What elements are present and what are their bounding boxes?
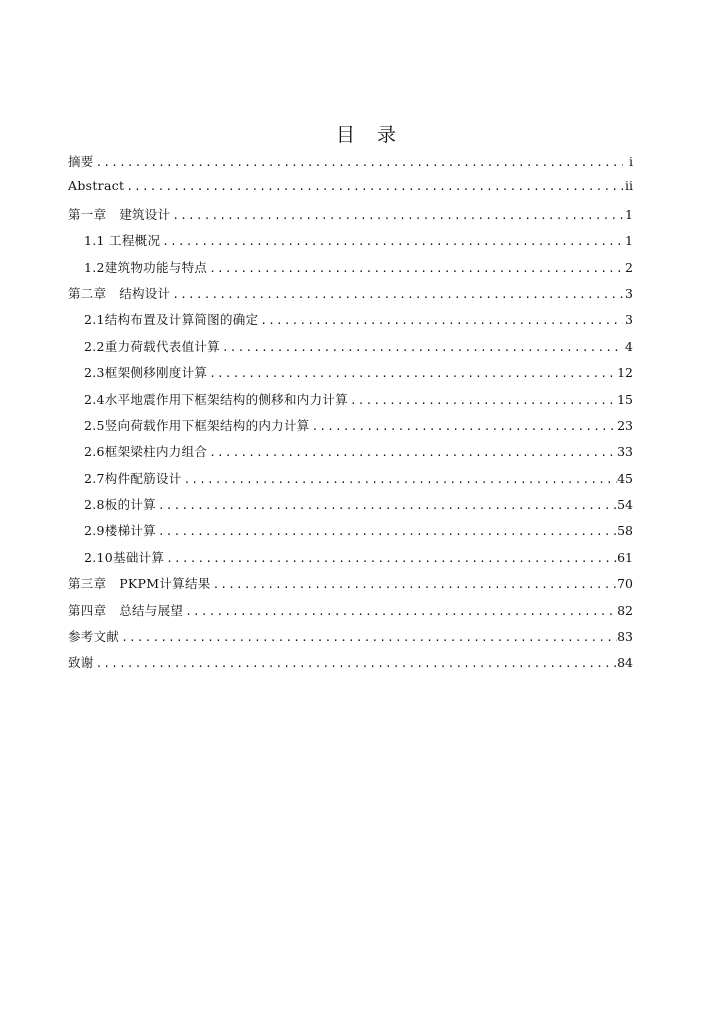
toc-dot-leader (207, 367, 617, 380)
toc-entry-label: 2.7构件配筋设计 (84, 470, 182, 486)
toc-entry-acknowledgements[interactable] (68, 653, 633, 679)
toc-dot-leader (170, 288, 623, 301)
toc-entry-label: 第二章 结构设计 (68, 285, 171, 301)
toc-entry-label: 2.1结构布置及计算简图的确定 (84, 312, 259, 328)
toc-entry-page: 1 (625, 233, 633, 249)
toc-dot-leader (207, 262, 623, 275)
toc-entry-section-2-7[interactable] (68, 469, 633, 495)
toc-entry-page: 3 (625, 285, 633, 301)
toc-dot-leader (164, 552, 617, 565)
toc-entry-label: 2.6框架梁柱内力组合 (84, 444, 208, 460)
toc-entry-page: 12 (617, 365, 633, 381)
toc-entry-page: 61 (617, 549, 633, 565)
toc-entry-label: 摘要 (68, 154, 94, 169)
toc-dot-leader (119, 631, 617, 644)
toc-entry-section-2-1[interactable] (68, 310, 633, 336)
toc-entry-label: Abstract (68, 178, 125, 194)
toc-entry-section-2-5[interactable] (68, 416, 633, 442)
toc-entry-label: 参考文献 (68, 629, 120, 645)
toc-entry-label: 1.1 工程概况 (84, 233, 161, 249)
toc-entry-label: 第一章 建筑设计 (68, 206, 171, 222)
toc-dot-leader (183, 605, 617, 618)
toc-entry-label: 2.10基础计算 (84, 549, 165, 565)
toc-dot-leader (211, 578, 618, 591)
toc-entry-page: 45 (617, 470, 633, 486)
toc-dot-leader (310, 420, 618, 433)
toc-entry-page: 54 (617, 497, 633, 513)
toc-entry-page: 23 (617, 417, 633, 433)
toc-entry-section-2-4[interactable] (68, 390, 633, 416)
toc-entry-chapter-4[interactable] (68, 601, 633, 627)
toc-entry-label: 2.2重力荷载代表值计算 (84, 338, 220, 354)
toc-title: 目 录 (335, 124, 405, 146)
toc-entry-chapter-1[interactable] (68, 205, 633, 231)
toc-entry-page: 15 (617, 391, 633, 407)
toc-dot-leader (94, 657, 617, 670)
toc-entry-label: 2.5竖向荷载作用下框架结构的内力计算 (84, 417, 310, 433)
toc-entry-chapter-2[interactable] (68, 284, 633, 310)
toc-dot-leader (220, 341, 623, 354)
toc-entry-page: 1 (625, 206, 633, 222)
toc-dot-leader (156, 525, 617, 538)
toc-entry-page: i (629, 154, 633, 169)
toc-entry-section-2-10[interactable] (68, 548, 633, 574)
toc-entry-page: 4 (625, 338, 633, 354)
toc-entry-section-2-3[interactable] (68, 363, 633, 389)
toc-dot-leader (94, 156, 623, 169)
toc-dot-leader (156, 499, 617, 512)
toc-entry-page: 58 (617, 523, 633, 539)
toc-entry-references[interactable] (68, 627, 633, 653)
toc-entry-label: 2.9楼梯计算 (84, 523, 156, 539)
toc-entry-label: 2.4水平地震作用下框架结构的侧移和内力计算 (84, 391, 348, 407)
toc-dot-leader (124, 180, 623, 193)
toc-dot-leader (258, 314, 623, 327)
toc-entry-section-2-9[interactable] (68, 521, 633, 547)
toc-entry-section-2-8[interactable] (68, 495, 633, 521)
toc-entry-page: 3 (625, 312, 633, 328)
toc-entry-page: 82 (617, 602, 633, 618)
toc-entry-label: 第三章 PKPM计算结果 (68, 576, 211, 592)
toc-entry-page: 33 (617, 444, 633, 460)
toc-entry-label: 致谢 (68, 655, 94, 671)
toc-entry-section-1-2[interactable] (68, 258, 633, 284)
toc-entry-page: 83 (617, 629, 633, 645)
toc-list (68, 152, 633, 680)
toc-entry-page: ii (625, 178, 633, 194)
toc-dot-leader (207, 446, 617, 459)
toc-entry-page: 2 (625, 259, 633, 275)
toc-entry-page: 70 (617, 576, 633, 592)
toc-dot-leader (182, 473, 618, 486)
toc-entry-page: 84 (617, 655, 633, 671)
toc-entry-label: 2.3框架侧移刚度计算 (84, 365, 208, 381)
toc-dot-leader (160, 235, 623, 248)
toc-entry-label: 第四章 总结与展望 (68, 602, 184, 618)
toc-entry-label: 1.2建筑物功能与特点 (84, 259, 208, 275)
toc-entry-section-2-2[interactable] (68, 337, 633, 363)
toc-entry-section-2-6[interactable] (68, 442, 633, 468)
toc-dot-leader (348, 394, 617, 407)
toc-entry-section-1-1[interactable] (68, 231, 633, 257)
toc-entry-abstract-cn[interactable] (68, 152, 633, 178)
toc-entry-label: 2.8板的计算 (84, 497, 156, 513)
toc-entry-abstract-en[interactable] (68, 178, 633, 204)
toc-entry-chapter-3[interactable] (68, 574, 633, 600)
toc-dot-leader (170, 209, 623, 222)
